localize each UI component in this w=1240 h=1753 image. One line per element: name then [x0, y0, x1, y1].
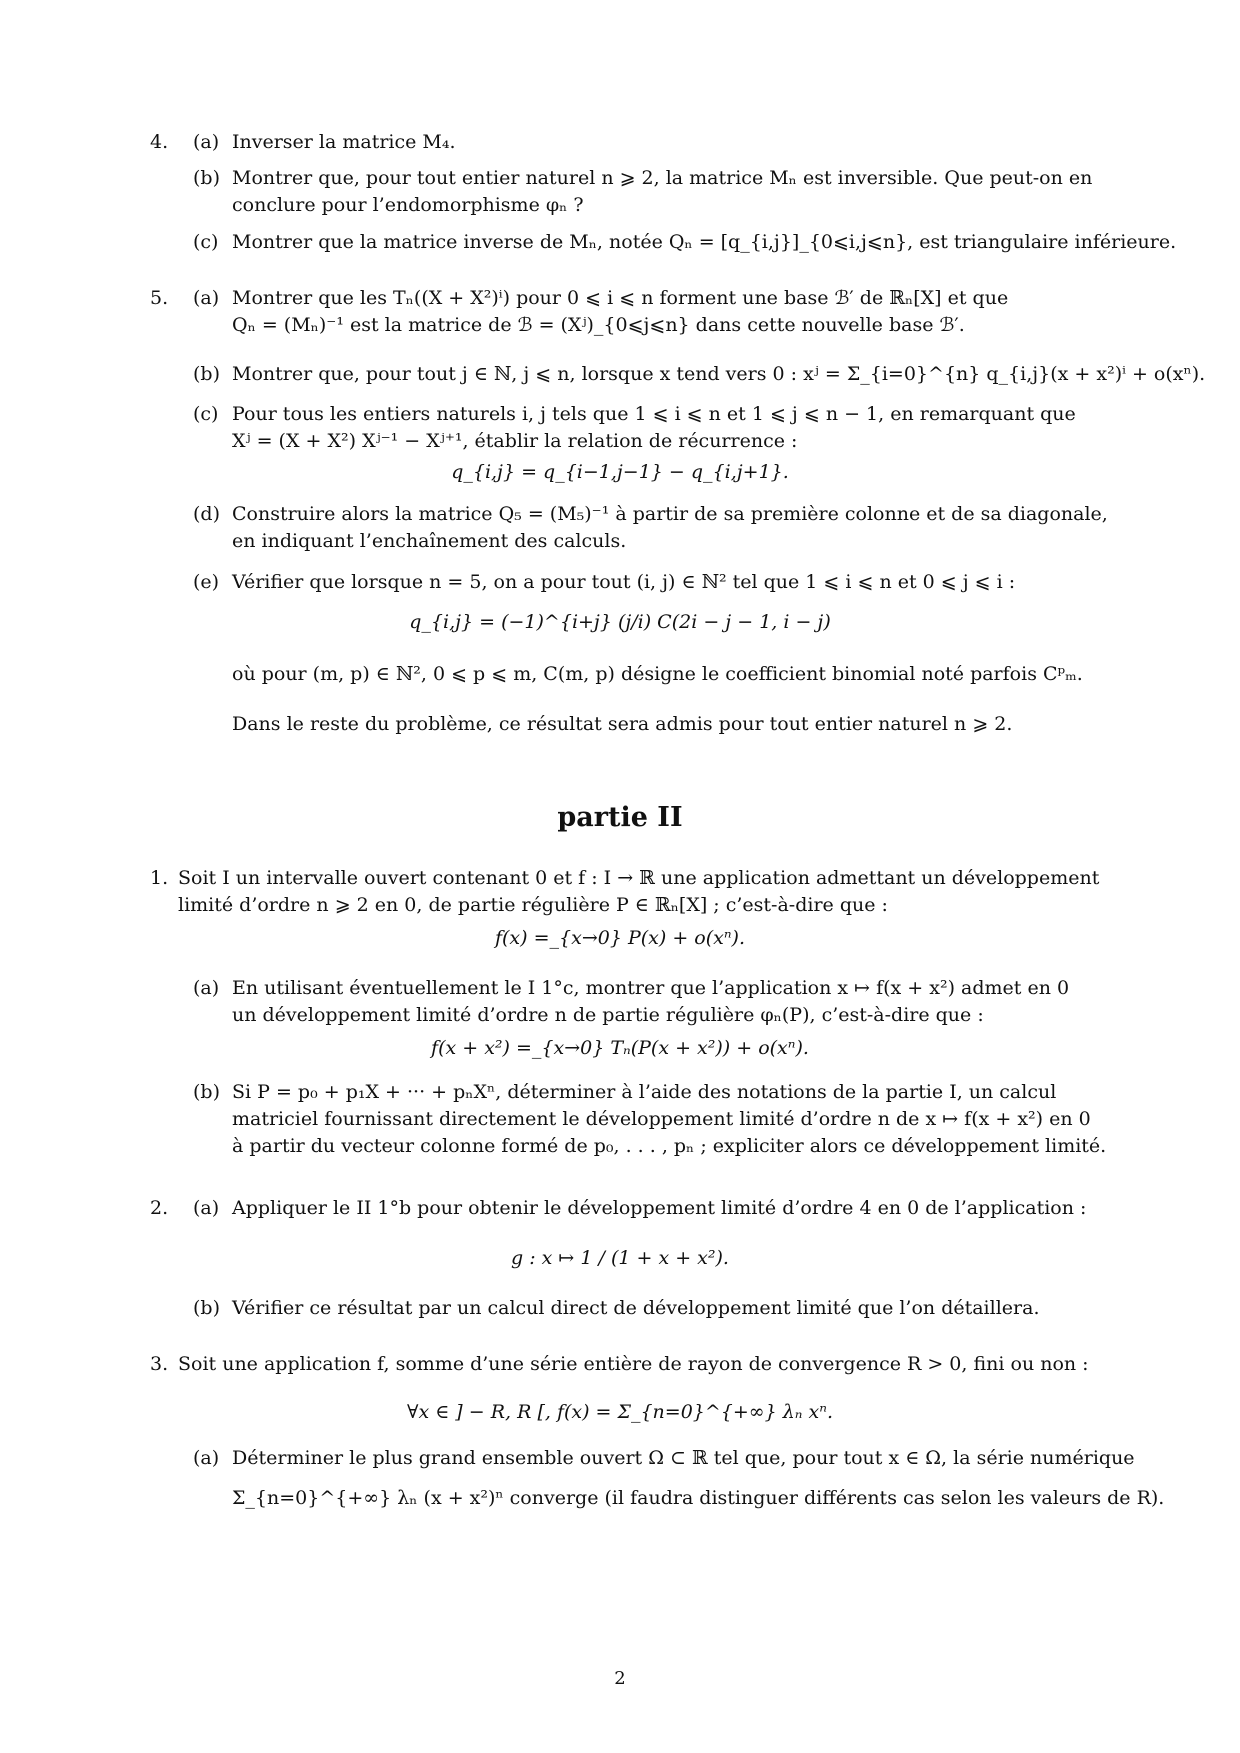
part-two-question-2b-label: (b)	[193, 1297, 220, 1319]
question-4-number: 4.	[150, 131, 169, 153]
question-5d-label: (d)	[193, 503, 220, 525]
part-two-question-1b-line-2: matriciel fournissant directement le développement limité d’ordre n de x ↦ f(x + x²) en 0	[232, 1108, 1091, 1130]
part-two-question-2a-label: (a)	[193, 1197, 220, 1219]
part-two-question-1-line-1: Soit I un intervalle ouvert contenant 0 et f : I → ℝ une application admettant un développement	[178, 867, 1100, 889]
part-two-question-1-equation: f(x) =_{x→0} P(x) + o(xⁿ).	[494, 927, 745, 949]
part-two-question-3-line-1: Soit une application f, somme d’une série entière de rayon de convergence R > 0, fini ou non :	[178, 1353, 1089, 1375]
part-two-question-1-number: 1.	[150, 867, 169, 889]
part-two-question-3-equation: ∀x ∈ ] − R, R [, f(x) = Σ_{n=0}^{+∞} λₙ xⁿ.	[406, 1401, 833, 1423]
question-5d-line-2: en indiquant l’enchaînement des calculs.	[232, 530, 627, 552]
question-4c-text: Montrer que la matrice inverse de Mₙ, notée Qₙ = [q_{i,j}]_{0⩽i,j⩽n}, est triangulaire inférieure.	[232, 231, 1177, 253]
question-5a-line-1: Montrer que les Tₙ((X + X²)ⁱ) pour 0 ⩽ i ⩽ n forment une base ℬ′ de ℝₙ[X] et que	[232, 287, 1009, 309]
question-4b-label: (b)	[193, 167, 220, 189]
question-5b-text: Montrer que, pour tout j ∈ ℕ, j ⩽ n, lorsque x tend vers 0 : xʲ = Σ_{i=0}^{n} q_{i,j}(x + x²)ⁱ + o(xⁿ).	[232, 363, 1206, 385]
question-5a-label: (a)	[193, 287, 220, 309]
question-4b-line-1: Montrer que, pour tout entier naturel n ⩾ 2, la matrice Mₙ est inversible. Que peut-on en	[232, 167, 1093, 189]
part-two-question-2b-line-1: Vérifier ce résultat par un calcul direct de développement limité que l’on détaillera.	[232, 1297, 1040, 1319]
part-two-question-3a-line-1: Déterminer le plus grand ensemble ouvert Ω ⊂ ℝ tel que, pour tout x ∈ Ω, la série numérique	[232, 1447, 1135, 1469]
part-two-question-2a-equation: g : x ↦ 1 / (1 + x + x²).	[511, 1247, 729, 1269]
part-two-question-1-line-2: limité d’ordre n ⩾ 2 en 0, de partie régulière P ∈ ℝₙ[X] ; c’est-à-dire que :	[178, 894, 888, 916]
part-two-question-1b-line-1: Si P = p₀ + p₁X + ··· + pₙXⁿ, déterminer à l’aide des notations de la partie I, un calcul	[232, 1081, 1057, 1103]
question-4a-text: Inverser la matrice M₄.	[232, 131, 456, 153]
part-two-question-2-number: 2.	[150, 1197, 169, 1219]
question-5a-line-2: Qₙ = (Mₙ)⁻¹ est la matrice de ℬ = (Xʲ)_{0⩽j⩽n} dans cette nouvelle base ℬ′.	[232, 314, 965, 336]
question-5e-line-1: Vérifier que lorsque n = 5, on a pour tout (i, j) ∈ ℕ² tel que 1 ⩽ i ⩽ n et 0 ⩽ j ⩽ i :	[232, 571, 1016, 593]
question-5e-equation: q_{i,j} = (−1)^{i+j} (j/i) C(2i − j − 1, i − j)	[409, 611, 831, 633]
question-5e-line-3: Dans le reste du problème, ce résultat sera admis pour tout entier naturel n ⩾ 2.	[232, 713, 1013, 735]
question-5c-equation: q_{i,j} = q_{i−1,j−1} − q_{i,j+1}.	[451, 461, 789, 483]
question-5e-label: (e)	[193, 571, 220, 593]
question-4c-label: (c)	[193, 231, 219, 253]
question-5c-line-2: Xʲ = (X + X²) Xʲ⁻¹ − Xʲ⁺¹, établir la relation de récurrence :	[232, 430, 798, 452]
part-two-question-1a-line-1: En utilisant éventuellement le I 1°c, montrer que l’application x ↦ f(x + x²) admet en 0	[232, 977, 1070, 999]
question-5c-line-1: Pour tous les entiers naturels i, j tels que 1 ⩽ i ⩽ n et 1 ⩽ j ⩽ n − 1, en remarquant que	[232, 403, 1076, 425]
part-two-title: partie II	[557, 802, 683, 833]
page-number: 2	[614, 1668, 626, 1689]
question-5d-line-1: Construire alors la matrice Q₅ = (M₅)⁻¹ à partir de sa première colonne et de sa diagonale,	[232, 503, 1108, 525]
question-4b-line-2: conclure pour l’endomorphisme φₙ ?	[232, 194, 584, 216]
part-two-question-1a-equation: f(x + x²) =_{x→0} Tₙ(P(x + x²)) + o(xⁿ).	[431, 1037, 809, 1059]
part-two-question-3-number: 3.	[150, 1353, 169, 1375]
part-two-question-1a-label: (a)	[193, 977, 220, 999]
question-5c-label: (c)	[193, 403, 219, 425]
part-two-question-1b-label: (b)	[193, 1081, 220, 1103]
part-two-question-3a-label: (a)	[193, 1447, 220, 1469]
question-5b-label: (b)	[193, 363, 220, 385]
part-two-question-1b-line-3: à partir du vecteur colonne formé de p₀, . . . , pₙ ; expliciter alors ce développement limité.	[232, 1135, 1107, 1157]
part-two-question-1a-line-2: un développement limité d’ordre n de partie régulière φₙ(P), c’est-à-dire que :	[232, 1004, 984, 1026]
question-5e-line-2: où pour (m, p) ∈ ℕ², 0 ⩽ p ⩽ m, C(m, p) désigne le coefficient binomial noté parfois Cᵖₘ.	[232, 663, 1083, 685]
part-two-question-2a-line-1: Appliquer le II 1°b pour obtenir le développement limité d’ordre 4 en 0 de l’application :	[232, 1197, 1087, 1219]
part-two-question-3a-line-2: Σ_{n=0}^{+∞} λₙ (x + x²)ⁿ converge (il faudra distinguer différents cas selon les valeurs de R).	[232, 1487, 1165, 1509]
question-4a-label: (a)	[193, 131, 220, 153]
question-5-number: 5.	[150, 287, 169, 309]
